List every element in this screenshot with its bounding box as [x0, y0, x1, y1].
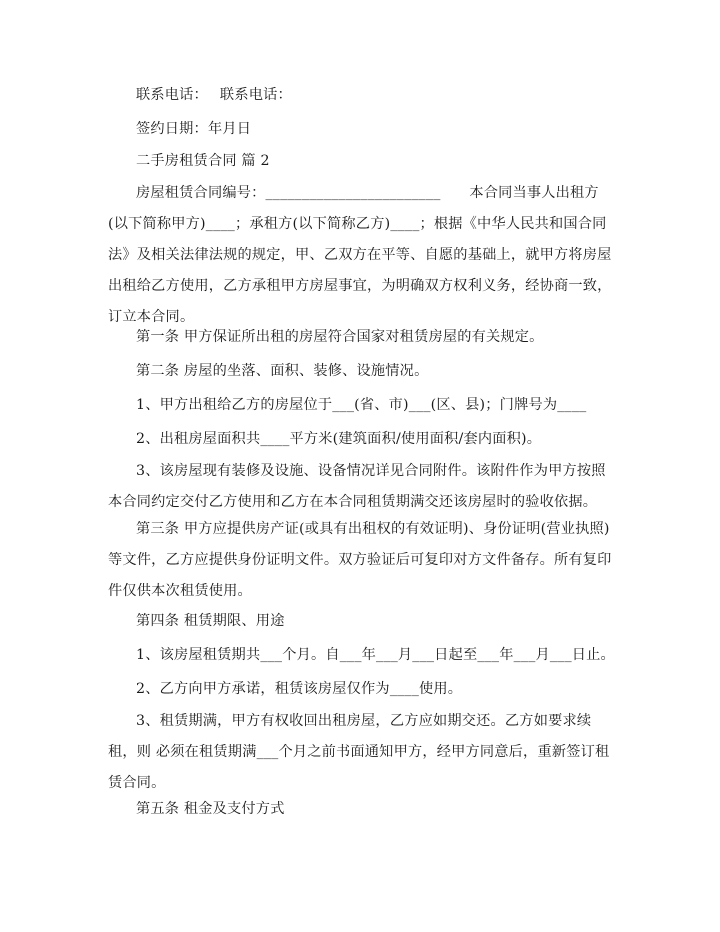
- article-2-item-1: 1、甲方出租给乙方的房屋位于___(省、市)___(区、县)；门牌号为____: [136, 397, 587, 413]
- article-4-item-2: 2、乙方向甲方承诺，租赁该房屋仅作为____使用。: [136, 681, 463, 697]
- article-4-item-1: 1、该房屋租赁期共___个月。自___年___月___日起至___年___月___日止。: [136, 647, 615, 663]
- article-3: 第三条 甲方应提供房产证(或具有出租权的有效证明)、身份证明(营业执照)等文件，乙方应提供身份证明文件。双方验证后可复印对方文件备存。所有复印件仅供本次租赁使用。: [108, 521, 612, 599]
- contact-phone-line: 联系电话： 联系电话：: [136, 87, 292, 103]
- contract-intro-paragraph: 房屋租赁合同编号：________________________ 本合同当事人出租方(以下简称甲方)____；承租方(以下简称乙方)____；根据《中华人民共和国合同法》及相关法律法规的规定，甲、乙双方在平等、自愿的基础上，就甲方将房屋出租给乙方使用，乙方承租甲方房屋事宜，为明确双方权利义务，经协商一致，订立本合同。: [108, 185, 612, 325]
- article-2-heading: 第二条 房屋的坐落、面积、装修、设施情况。: [136, 363, 429, 379]
- article-4-item-3: 3、租赁期满，甲方有权收回出租房屋，乙方应如期交还。乙方如要求续租，则 必须在租赁期满___个月之前书面通知甲方，经甲方同意后，重新签订租赁合同。: [108, 713, 610, 791]
- signing-date-line: 签约日期：年月日: [136, 121, 252, 137]
- article-5-heading: 第五条 租金及支付方式: [136, 801, 285, 817]
- article-2-item-2: 2、出租房屋面积共____平方米(建筑面积/使用面积/套内面积)。: [136, 431, 542, 447]
- article-1: 第一条 甲方保证所出租的房屋符合国家对租赁房屋的有关规定。: [136, 329, 544, 345]
- section-heading: 二手房租赁合同 篇 2: [136, 153, 270, 169]
- article-2-item-3: 3、该房屋现有装修及设施、设备情况详见合同附件。该附件作为甲方按照本合同约定交付乙方使用和乙方在本合同租赁期满交还该房屋时的验收依据。: [108, 463, 606, 510]
- article-4-heading: 第四条 租赁期限、用途: [136, 613, 285, 629]
